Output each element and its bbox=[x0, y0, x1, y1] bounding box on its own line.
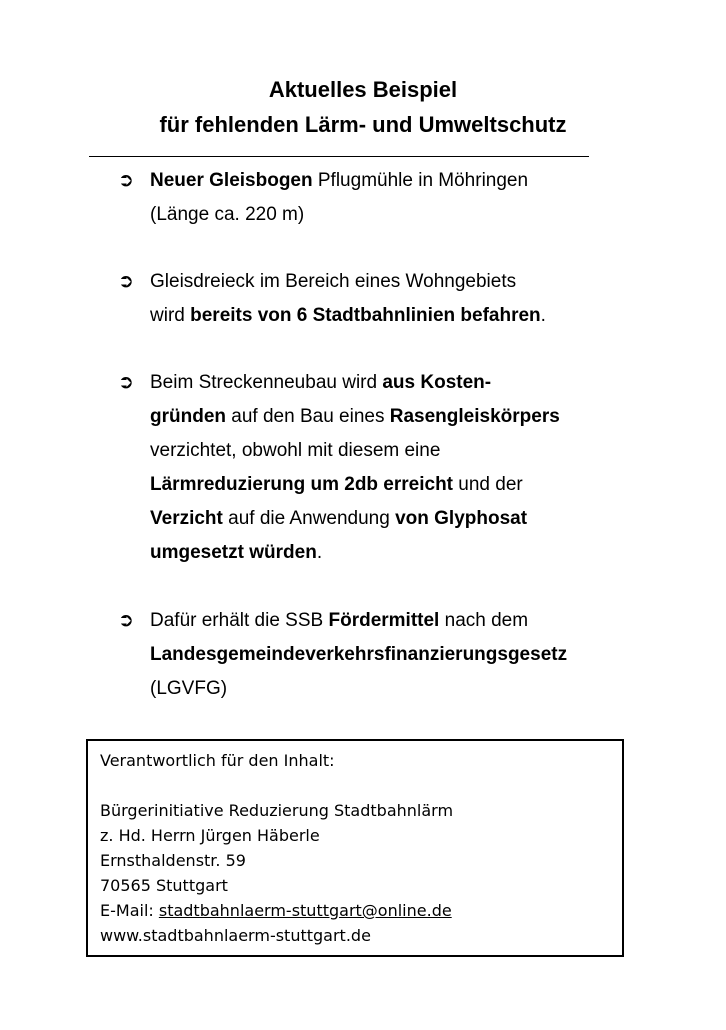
bullet-1-text: Pflugmühle in Möhringen bbox=[312, 170, 529, 191]
bullet-3-bold-5: Verzicht bbox=[150, 508, 223, 529]
bullet-3-bold-1: aus Kosten- bbox=[382, 372, 492, 393]
contact-street: Ernsthaldenstr. 59 bbox=[100, 851, 246, 870]
bullet-item-4 bbox=[118, 604, 678, 706]
contact-organization: Bürgerinitiative Reduzierung Stadtbahnlärm bbox=[100, 801, 454, 820]
bullet-3-bold-3: Rasengleiskörpers bbox=[389, 406, 560, 427]
bullet-item-2 bbox=[118, 265, 678, 333]
arrow-bullet-icon: ➲ bbox=[118, 610, 134, 631]
bullet-4-line-3: (LGVFG) bbox=[150, 678, 228, 699]
bullet-2-line-1: Gleisdreieck im Bereich eines Wohngebiets bbox=[150, 271, 517, 292]
email-link[interactable]: stadtbahnlaerm-stuttgart@online.de bbox=[158, 901, 452, 920]
title-line-2: für fehlenden Lärm- und Umweltschutz bbox=[159, 112, 567, 137]
bullet-3-text-5: auf die Anwendung bbox=[222, 508, 396, 529]
bullet-3-text-4: und der bbox=[453, 474, 523, 495]
bullet-3-text-1: Beim Streckenneubau wird bbox=[150, 372, 383, 393]
bullet-4-bold-2: Landesgemeindeverkehrsfinanzierungsgesetz bbox=[150, 644, 568, 665]
bullet-2-bold: bereits von 6 Stadtbahnlinien befahren bbox=[190, 305, 541, 326]
contact-city: 70565 Stuttgart bbox=[100, 876, 228, 895]
contact-website: www.stadtbahnlaerm-stuttgart.de bbox=[100, 926, 371, 945]
bullet-3-bold-6: von Glyphosat bbox=[395, 508, 528, 529]
bullet-3-bold-2: gründen bbox=[150, 406, 226, 427]
bullet-3-bold-4: Lärmreduzierung um 2db erreicht bbox=[150, 474, 454, 495]
bullet-3-bold-7: umgesetzt würden bbox=[150, 542, 317, 563]
contact-email-row bbox=[100, 898, 610, 923]
bullet-1-line-2: (Länge ca. 220 m) bbox=[150, 204, 305, 225]
bullet-4-bold-1: Fördermittel bbox=[328, 610, 440, 631]
bullet-3-line-3: verzichtet, obwohl mit diesem eine bbox=[150, 440, 441, 461]
bullet-4-text-1: Dafür erhält die SSB bbox=[150, 610, 329, 631]
arrow-bullet-icon: ➲ bbox=[118, 271, 134, 292]
contact-heading: Verantwortlich für den Inhalt: bbox=[100, 751, 335, 770]
title-divider bbox=[89, 156, 589, 157]
bullet-item-1 bbox=[118, 164, 678, 232]
title-line-1: Aktuelles Beispiel bbox=[268, 77, 458, 102]
arrow-bullet-icon: ➲ bbox=[118, 170, 134, 191]
contact-box bbox=[86, 739, 624, 957]
arrow-bullet-icon: ➲ bbox=[118, 372, 134, 393]
bullet-item-3 bbox=[118, 366, 678, 570]
bullet-4-text-2: nach dem bbox=[439, 610, 529, 631]
bullet-1-bold: Neuer Gleisbogen bbox=[150, 170, 313, 191]
bullet-3-end: . bbox=[316, 542, 323, 563]
email-label: E-Mail: bbox=[100, 901, 159, 920]
bullet-2-end: . bbox=[540, 305, 546, 326]
contact-attention: z. Hd. Herrn Jürgen Häberle bbox=[100, 826, 320, 845]
bullet-3-text-2: auf den Bau eines bbox=[226, 406, 390, 427]
bullet-2-text: wird bbox=[150, 305, 191, 326]
